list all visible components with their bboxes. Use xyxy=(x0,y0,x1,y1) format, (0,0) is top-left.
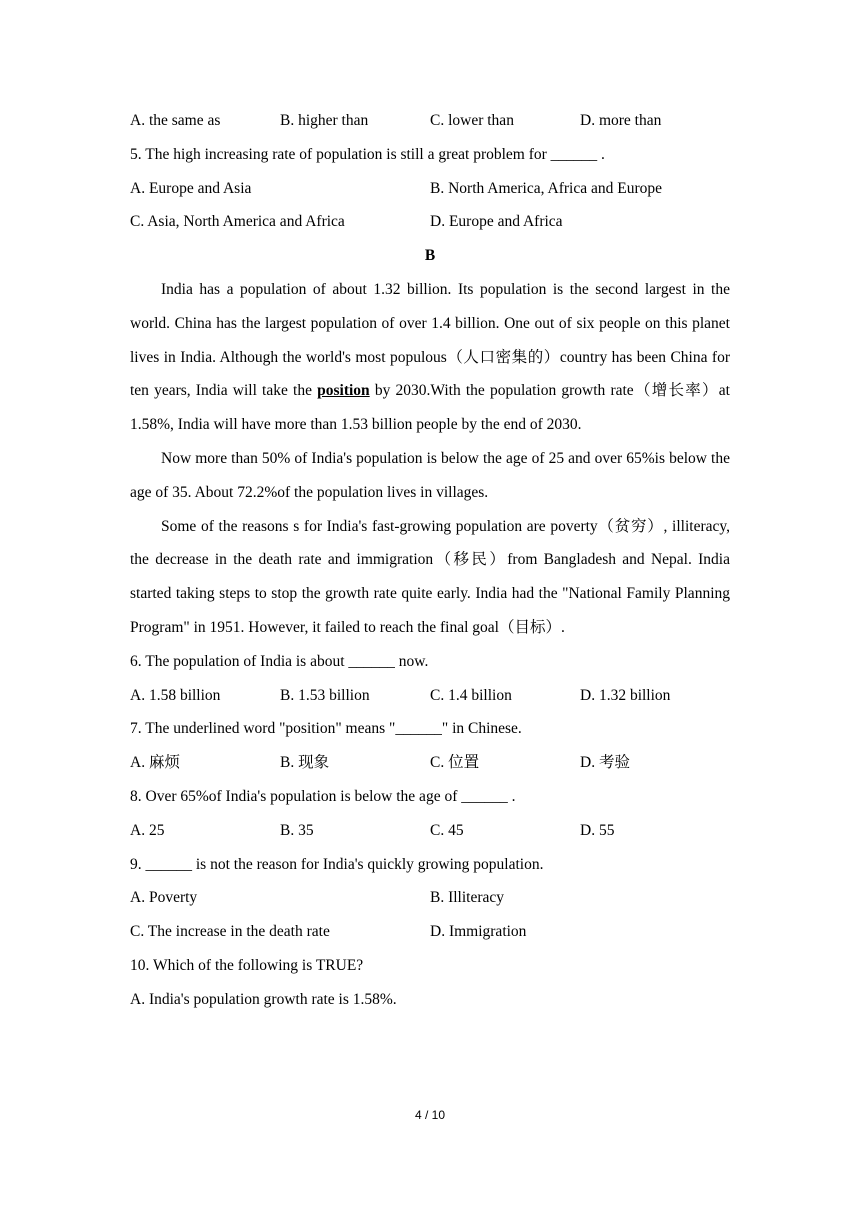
section-b-title: B xyxy=(424,247,436,265)
q9-option-a: A. Poverty xyxy=(130,889,198,907)
q8-option-d: D. 55 xyxy=(580,821,615,839)
q9-options-row2 xyxy=(130,915,730,949)
q6-question: 6. The population of India is about ______ now. xyxy=(130,652,429,670)
q8-option-c: C. 45 xyxy=(430,821,464,839)
q5-option-a: A. Europe and Asia xyxy=(130,179,252,197)
q7-option-c: C. 位置 xyxy=(430,754,480,772)
q9-options-row1 xyxy=(130,881,730,915)
q5-option-b: B. North America, Africa and Europe xyxy=(430,179,662,197)
q7-options xyxy=(130,746,730,780)
q5-options-row1 xyxy=(130,172,730,206)
q5-options-row2 xyxy=(130,205,730,239)
q7-question: 7. The underlined word "position" means "______" in Chinese. xyxy=(130,720,522,738)
q10-question: 10. Which of the following is TRUE? xyxy=(130,956,364,974)
q4-options xyxy=(130,104,730,138)
q5-option-c: C. Asia, North America and Africa xyxy=(130,213,345,231)
passage-p1-after: by 2030.With the population growth rate（增长率）at 1.58%, India will have more than 1.53 billion people by the end of 2030. xyxy=(130,382,730,434)
q9-option-b: B. Illiteracy xyxy=(430,889,505,907)
q9-question: 9. ______ is not the reason for India's quickly growing population. xyxy=(130,855,544,873)
passage-paragraph-1 xyxy=(130,273,730,442)
q8-question: 8. Over 65%of India's population is below the age of ______ . xyxy=(130,787,516,805)
q5-option-d: D. Europe and Africa xyxy=(430,213,563,231)
passage-paragraph-2: Now more than 50% of India's population is below the age of 25 and over 65%is below the age of 35. About 72.2%of the population lives in villages. xyxy=(130,449,730,501)
q8-option-b: B. 35 xyxy=(280,821,314,839)
passage-p1-before: India has a population of about 1.32 billion. Its population is the second largest in the world. China has the largest population of over 1.4 billion. One out of six people on this planet lives in India. Although the world's most populous（人口密集的）country has been China for ten years, India will take the xyxy=(130,280,730,400)
q6-option-d: D. 1.32 billion xyxy=(580,686,671,704)
q5-question: 5. The high increasing rate of population is still a great problem for ______ . xyxy=(130,145,605,163)
page-number: 4 / 10 xyxy=(414,1108,446,1122)
q7-option-b: B. 现象 xyxy=(280,754,330,772)
document-page xyxy=(130,104,730,1017)
q8-options xyxy=(130,814,730,848)
q10-option-a: A. India's population growth rate is 1.58%. xyxy=(130,990,397,1008)
q4-option-b: B. higher than xyxy=(280,112,369,129)
q9-option-c: C. The increase in the death rate xyxy=(130,923,330,941)
q4-option-a: A. the same as xyxy=(130,112,221,129)
q6-option-c: C. 1.4 billion xyxy=(430,686,512,704)
q4-option-d: D. more than xyxy=(580,112,662,129)
q8-option-a: A. 25 xyxy=(130,821,165,839)
q4-option-c: C. lower than xyxy=(430,112,514,129)
q6-option-b: B. 1.53 billion xyxy=(280,686,370,704)
passage-paragraph-3: Some of the reasons s for India's fast-growing population are poverty（贫穷）, illiteracy, the decrease in the death rate and immigration（移民）from Bangladesh and Nepal. India started taking steps to stop the growth rate quite early. India had the "National Family Planning Program" in 1951. However, it failed to reach the final goal（目标）. xyxy=(130,517,730,636)
q6-options xyxy=(130,679,730,713)
q6-option-a: A. 1.58 billion xyxy=(130,686,221,704)
q7-option-d: D. 考验 xyxy=(580,754,630,772)
q9-option-d: D. Immigration xyxy=(430,923,527,941)
q7-option-a: A. 麻烦 xyxy=(130,754,180,772)
passage-keyword-position: position xyxy=(317,382,370,400)
